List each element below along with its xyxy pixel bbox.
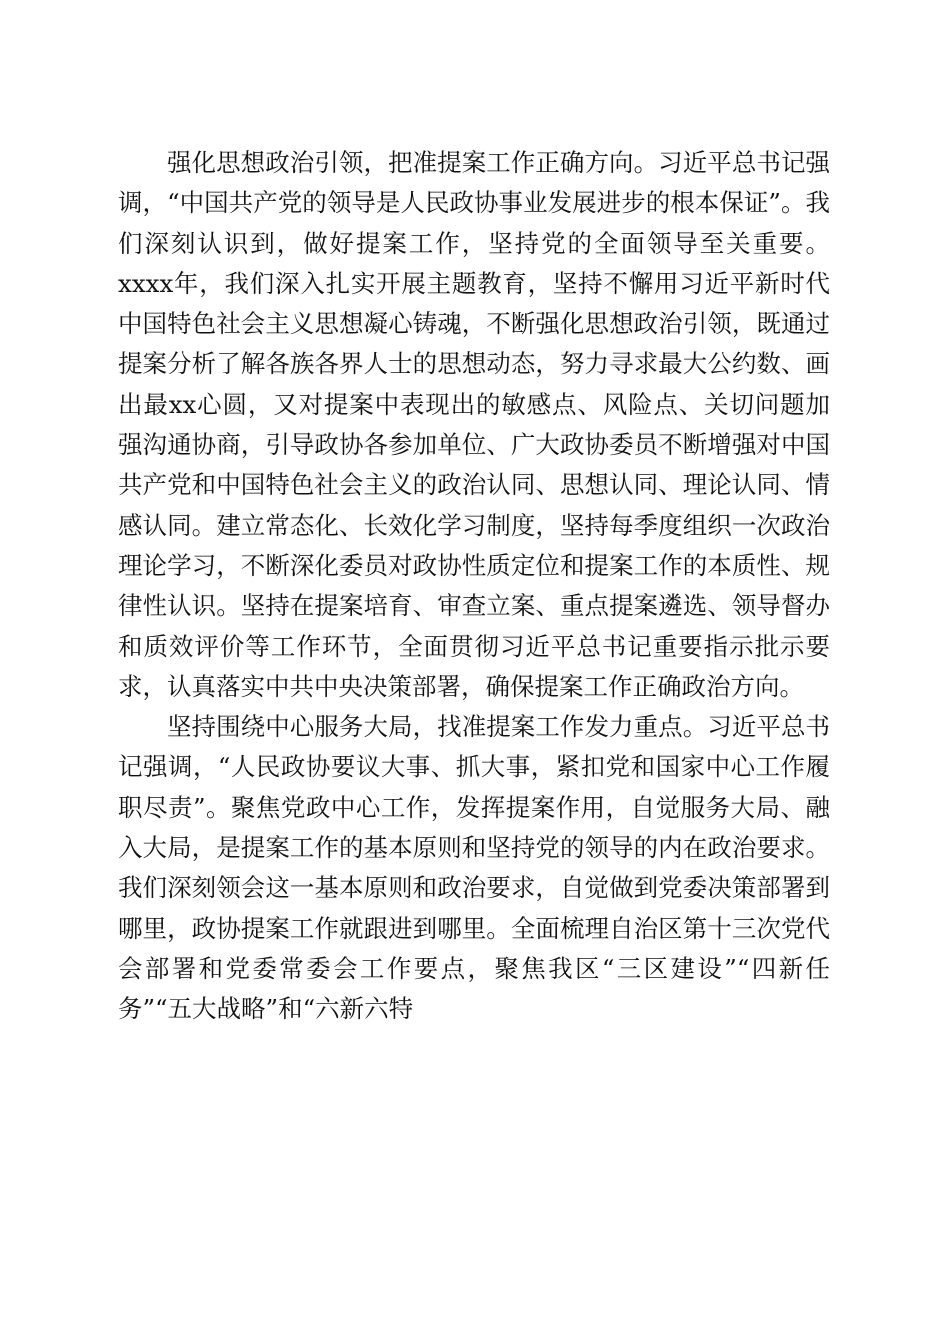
paragraph-serve-overall-situation: 坚持围绕中心服务大局，找准提案工作发力重点。习近平总书记强调，“人民政协要议大事、抓大事，紧扣党和国家中心工作履职尽责”。聚焦党政中心工作，发挥提案作用，自觉服务大局、融入大局，是提案工作的基本原则和坚持党的领导的内在政治要求。我们深刻领会这一基本原则和政治要求，自觉做到党委决策部署到哪里，政协提案工作就跟进到哪里。全面梳理自治区第十三次党代会部署和党委常委会工作要点，聚焦我区“三区建设”“四新任务”“五大战略”和“六新六特 (118, 712, 830, 1024)
body-text (118, 143, 830, 1030)
paragraph-political-guidance: 强化思想政治引领，把准提案工作正确方向。习近平总书记强调，“中国共产党的领导是人民政协事业发展进步的根本保证”。我们深刻认识到，做好提案工作，坚持党的全面领导至关重要。xxxx年，我们深入扎实开展主题教育，坚持不懈用习近平新时代中国特色社会主义思想凝心铸魂，不断强化思想政治引领，既通过提案分析了解各族各界人士的思想动态，努力寻求最大公约数、画出最xx心圆，又对提案中表现出的敏感点、风险点、关切问题加强沟通协商，引导政协各参加单位、广大政协委员不断增强对中国共产党和中国特色社会主义的政治认同、思想认同、理论认同、情感认同。建立常态化、长效化学习制度，坚持每季度组织一次政治理论学习，不断深化委员对政协性质定位和提案工作的本质性、规律性认识。坚持在提案培育、审查立案、重点提案遴选、领导督办和质效评价等工作环节，全面贯彻习近平总书记重要指示批示要求，认真落实中共中央决策部署，确保提案工作正确政治方向。 (118, 148, 830, 701)
